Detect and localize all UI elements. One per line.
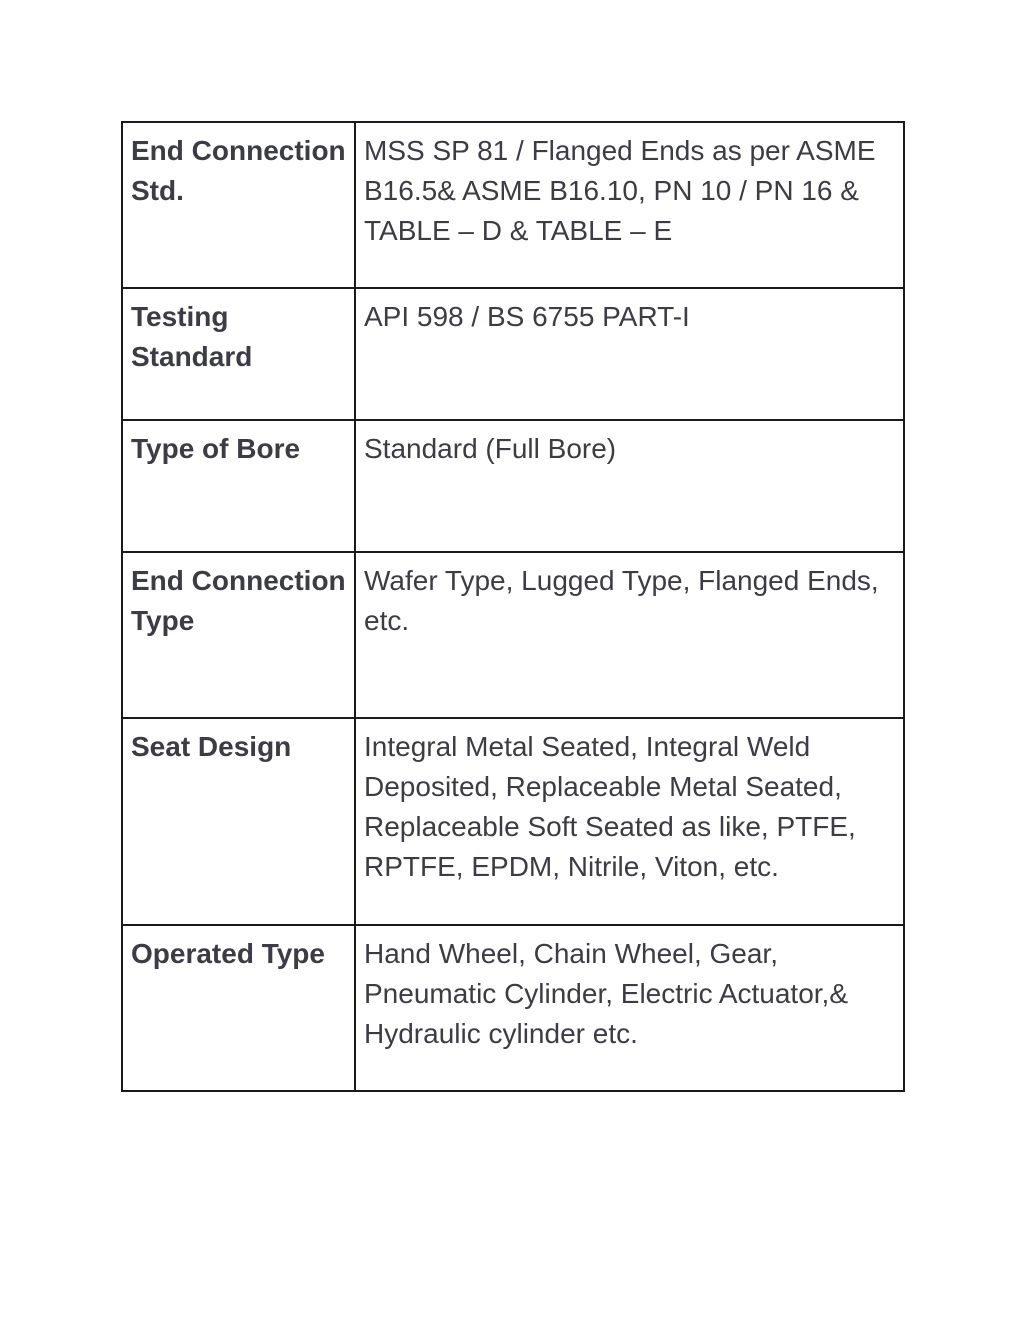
table-row [122,420,904,552]
row-label-operated-type: Operated Type [122,925,355,1091]
row-label-type-of-bore: Type of Bore [122,420,355,552]
table-row [122,288,904,420]
table-row [122,925,904,1091]
row-value-operated-type: Hand Wheel, Chain Wheel, Gear, Pneumatic Cylinder, Electric Actuator,& Hydraulic cylinder etc. [355,925,904,1091]
specification-table [121,121,905,1092]
row-value-type-of-bore: Standard (Full Bore) [355,420,904,552]
row-value-end-connection-type: Wafer Type, Lugged Type, Flanged Ends, etc. [355,552,904,718]
table-row [122,718,904,925]
table-row [122,122,904,288]
row-value-seat-design: Integral Metal Seated, Integral Weld Deposited, Replaceable Metal Seated, Replaceable Soft Seated as like, PTFE, RPTFE, EPDM, Nitrile, Viton, etc. [355,718,904,925]
row-value-testing-standard: API 598 / BS 6755 PART-I [355,288,904,420]
row-label-seat-design: Seat Design [122,718,355,925]
row-label-end-connection-std: End Connection Std. [122,122,355,288]
row-value-end-connection-std: MSS SP 81 / Flanged Ends as per ASME B16.5& ASME B16.10, PN 10 / PN 16 & TABLE – D & TABLE – E [355,122,904,288]
row-label-testing-standard: Testing Standard [122,288,355,420]
row-label-end-connection-type: End Connection Type [122,552,355,718]
table-row [122,552,904,718]
